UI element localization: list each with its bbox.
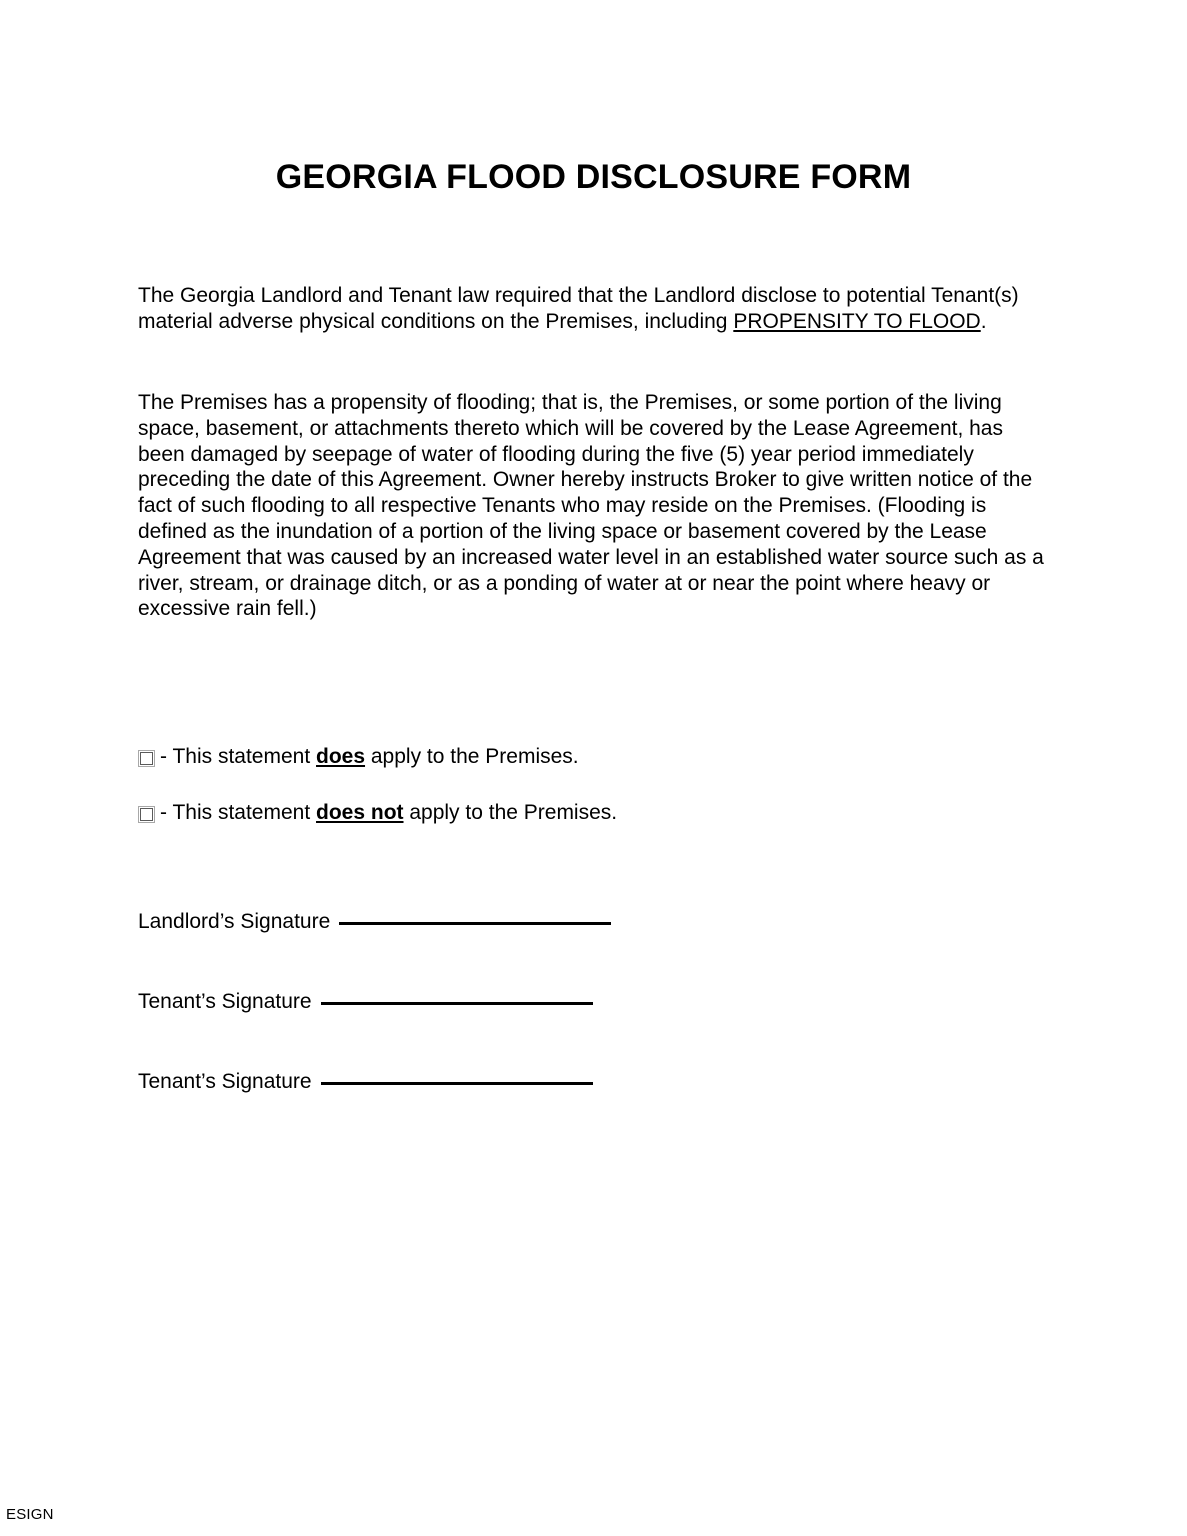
propensity-to-flood-emphasis: PROPENSITY TO FLOOD	[733, 309, 981, 333]
signature-row-tenant-2	[138, 1069, 593, 1095]
option-emphasis-does-not: does not	[316, 801, 404, 824]
option-label-does-not	[160, 800, 617, 826]
signature-label-tenant-2: Tenant’s Signature	[138, 1070, 312, 1093]
signature-line-landlord[interactable]	[339, 922, 611, 925]
option-row-does[interactable]	[138, 744, 579, 770]
signature-row-tenant-1	[138, 989, 593, 1015]
flood-definition-paragraph: The Premises has a propensity of flooding; that is, the Premises, or some portion of the living space, basement, or attachments thereto which will be covered by the Lease Agreement, has been damaged by seepage of water of flooding during the five (5) year period immediately preceding the date of this Agreement. Owner hereby instructs Broker to give written notice of the fact of such flooding to all respective Tenants who may reside on the Premises. (Flooding is defined as the inundation of a portion of the living space or basement covered by the Lease Agreement that was caused by an increased water level in an established water source such as a river, stream, or drainage ditch, or as a ponding of water at or near the point where heavy or excessive rain fell.)	[138, 391, 1044, 621]
signature-line-tenant-2[interactable]	[321, 1082, 593, 1085]
signature-line-tenant-1[interactable]	[321, 1002, 593, 1005]
option-prefix-does: - This statement	[160, 745, 317, 768]
option-prefix-does-not: - This statement	[160, 801, 317, 824]
option-emphasis-does: does	[316, 745, 366, 768]
option-suffix-does: apply to the Premises.	[365, 745, 579, 768]
footer-esign-mark: ESIGN	[6, 1506, 54, 1523]
checkbox-empty-icon[interactable]	[138, 806, 155, 823]
checkbox-empty-icon[interactable]	[138, 750, 155, 767]
option-row-does-not[interactable]	[138, 800, 617, 826]
page-title: GEORGIA FLOOD DISCLOSURE FORM	[275, 157, 912, 196]
intro-text-lead: The Georgia Landlord and Tenant law required that the Landlord disclose to potential Tenant(s) material adverse physical conditions on the Premises, including	[138, 284, 1019, 333]
option-label-does	[160, 744, 579, 770]
signature-label-landlord: Landlord’s Signature	[138, 910, 331, 933]
option-suffix-does-not: apply to the Premises.	[403, 801, 618, 824]
signature-label-tenant-1: Tenant’s Signature	[138, 990, 312, 1013]
intro-text-trail: .	[980, 309, 987, 333]
intro-paragraph	[138, 283, 1048, 335]
signature-row-landlord	[138, 909, 611, 935]
